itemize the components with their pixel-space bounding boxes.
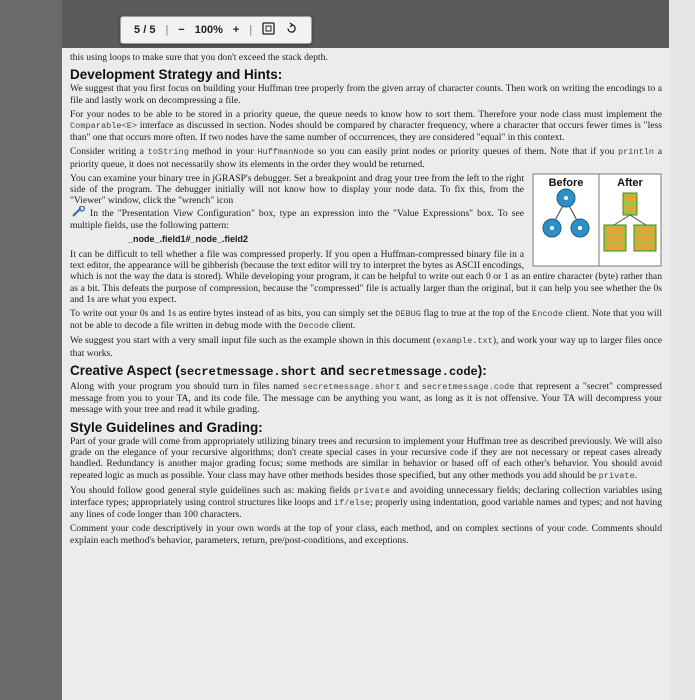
node-dot [550,226,554,230]
paragraph-small-input [70,335,662,358]
page-indicator[interactable] [134,24,155,36]
code-println: println [617,147,655,158]
after-left-field [606,228,624,233]
text-span: To write out your 0s and 1s as entire bytes instead of as bits, you can simply set the [70,308,396,320]
code-if-else: if/else [333,497,371,508]
heading-creative-aspect [70,362,662,379]
continued-line: this using loops to make sure that you don't exceed the stack depth. [70,52,328,63]
toolbar-divider: | [165,24,169,36]
text-span: and [316,362,349,378]
document-page [62,48,670,700]
text-span: flag to true at the top of the [420,308,533,320]
text-span: ), and work your way up to larger files once that works. [70,335,662,359]
code-tostring: toString [147,147,189,158]
text-span: Along with your program you should turn in files named [70,381,303,393]
after-root-field [625,196,635,202]
rotate-icon[interactable] [285,22,298,38]
node-dot [564,196,568,200]
code-secret-code: secretmessage.code [348,364,478,379]
viewer-left-margin [0,0,62,700]
debugger-figure [532,173,662,267]
code-private: private [353,485,390,496]
before-after-diagram [532,173,662,267]
zoom-out-button[interactable]: − [178,24,185,36]
text-span: Creative Aspect ( [70,362,180,378]
code-secret-short: secretmessage.short [302,382,401,393]
node-dot [578,226,582,230]
text-span: so you can easily print nodes or priority queues of them. Note that if you [314,146,618,158]
code-decode: Decode [298,321,330,332]
zoom-level[interactable]: 100% [194,24,223,36]
paragraph-compression-check: It can be difficult to tell whether a file was compressed properly. If you open a Huffman-compressed binary file in a text editor, the appearance will be gibberish (because the text editor will try to interpret the bytes as ASCII encodings, which is not the way the data is stored). While developing your program, it can be helpful to write out each 0 or 1 as an entire character (byte) rather than as a bit. This defeats the purpose of compression, because the "compressed" file is actually larger than the original, but it can help you see whether the 0s and 1s are what you expect. [70,249,662,305]
paragraph-priority-queue [70,109,662,144]
text-span: . [634,469,638,481]
toolbar-divider: | [249,24,253,36]
text-span: You should follow good general style guidelines such as: making fields [70,484,354,496]
text-span: client. [329,320,356,332]
code-example-txt: example.txt [436,336,493,347]
text-span: For your nodes to be able to be stored in a priority queue, the queue needs to know how to sort them. Therefore your node class must implement the [70,108,662,120]
after-right-field [636,236,654,241]
pdf-toolbar [120,16,312,44]
text-span: ; properly using indentation, good variable names and types; and not having any lines of code longer than 100 characters. [70,496,662,521]
code-debug: DEBUG [395,309,421,320]
code-secret-short: secretmessage.short [179,364,317,379]
heading-development-strategy: Development Strategy and Hints: [70,67,283,83]
after-left-field [606,244,624,249]
paragraph-debug-flag [70,308,662,332]
paragraph-secret-message [70,381,662,416]
text-span: and [400,381,422,393]
after-root-field [625,205,635,211]
text-span: method in your [188,146,258,158]
page-total: 5 [149,24,156,36]
text-span: a priority queue, it does not necessarily show its elements in the order they would be returned. [70,146,662,170]
text-span: In the "Presentation View Configuration" box, type an expression into the "Value Expressions" box. To see multiple fields, use the following pattern: [70,208,524,231]
text-span: interface as discussed in section. Nodes should be compared by character frequency, where a character that occurs fewer times is "less than" one that occurs more often. If two nodes have the same number of occurrences, they are considered "equal" in this context. [70,120,662,144]
zoom-in-button[interactable]: + [232,24,240,36]
paragraph-focus-tree: We suggest that you first focus on building your Huffman tree properly from the given array of character counts. Then work on writing the encodings to a file and lastly work on decompressing a file. [70,83,662,106]
code-secret-code: secretmessage.code [421,382,515,393]
page-separator: / [143,24,147,36]
text-span: Consider writing a [70,146,148,158]
code-comparable: Comparable<E> [70,121,138,132]
text-span: that represent a "secret" compressed message from you to your TA, and its code file. The message can be anything you want, as long as it is not offensive. Your TA will decompress your message with your tree and read it while grading. [70,381,662,416]
text-span: and avoiding unnecessary fields; declaring collection variables using interface types; appropriately using control structures like loops and [70,484,662,508]
paragraph-grading-recursion [70,436,662,482]
text-span: ): [477,362,487,378]
code-private: private [598,470,635,481]
text-span: We suggest you start with a very small input file such as the example shown in this document ( [70,335,437,347]
text-span: client. Note that you will not be able to decode a file written in debug mode with the [70,308,662,332]
code-huffmannode: HuffmanNode [257,147,315,158]
after-label: After [617,176,643,189]
page-content [70,52,662,549]
paragraph-comments: Comment your code descriptively in your own words at the top of your class, each method, and on complex sections of your code. Comments should explain each method's behavior, parameters, return, pre/post-conditions, and exceptions. [70,523,662,546]
text-span: You can examine your binary tree in jGRASP's debugger. Set a breakpoint and drag your tree from the left to the right side of the program. The debugger initially will not know how to display your node data. To fix this, from the "Viewer" window, click the "wrench" icon [70,172,524,207]
heading-style-guidelines: Style Guidelines and Grading: [70,419,263,435]
paragraph-general-style [70,485,662,521]
wrench-icon [72,206,86,217]
after-right-field [636,228,654,233]
before-label: Before [548,176,584,189]
paragraph-tostring [70,146,662,169]
fit-page-icon[interactable] [262,22,275,38]
viewer-scroll-area[interactable] [669,0,695,700]
after-right-field [636,244,654,249]
text-span: Part of your grade will come from appropriately utilizing binary trees and recursion to implement your Huffman tree as described previously. We will also grade on the elegance of your recursive algorithms; don't create special cases in your recursive code if they are not necessary or repeat cases already handled. Redundancy is another major grading focus; some methods are similar in behavior or based off of each other's behavior. You should avoid repeated logic as much as possible. Your class may have other methods besides those specified, but any other methods you add should be [70,435,662,481]
after-left-field [606,236,624,241]
value-expression-pattern: _node_.field1#_node_.field2 [128,233,249,244]
code-encode: Encode [532,309,564,320]
page-current: 5 [134,24,141,36]
